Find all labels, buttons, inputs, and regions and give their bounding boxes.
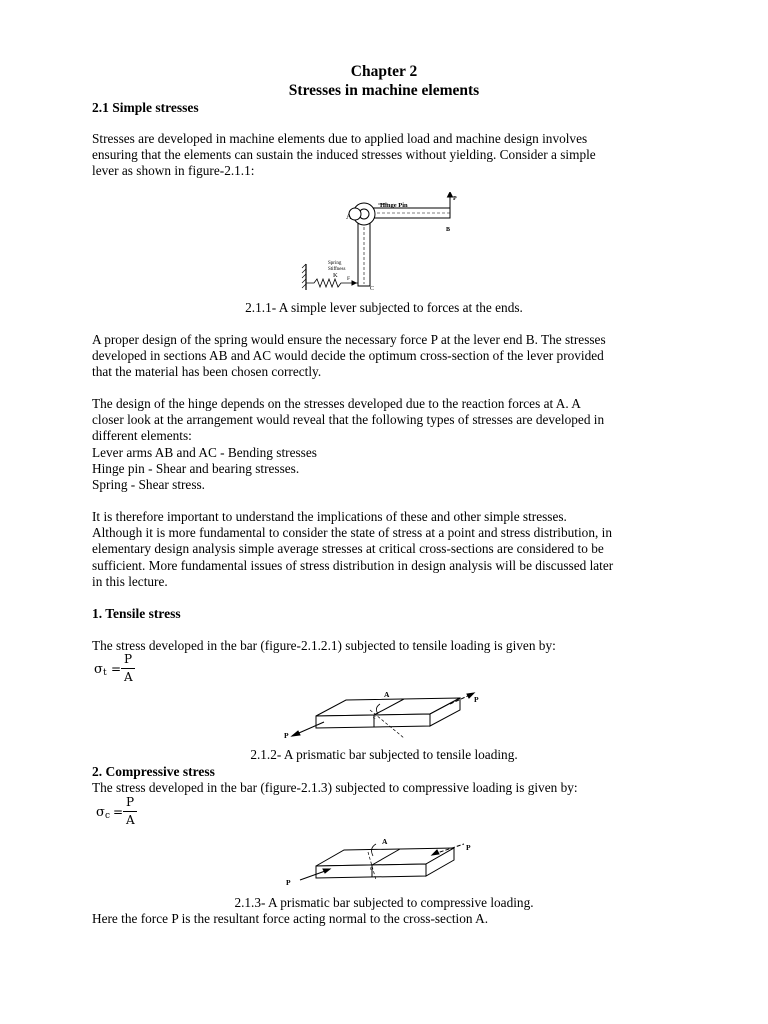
hinge-design-paragraph <box>92 396 692 493</box>
label-stiffness: Stiffness <box>328 267 346 272</box>
implications-paragraph <box>92 509 692 590</box>
sigma-symbol: σ <box>94 662 103 677</box>
chapter-number: Chapter 2 <box>350 63 418 80</box>
label-p-right: P <box>466 843 471 852</box>
numerator: P <box>124 652 133 666</box>
compressive-stress-text <box>92 780 692 796</box>
text-line: sufficient. More fundamental issues of stress distribution in design analysis will be discussed later <box>92 557 614 573</box>
label-hinge-pin: Hinge Pin <box>380 202 408 209</box>
text-line: in this lecture. <box>92 573 168 589</box>
fraction-bar <box>121 668 135 669</box>
label-p-left: P <box>284 731 289 740</box>
text-line: ensuring that the elements can sustain the induced stresses without yielding. Consider a simple <box>92 147 596 163</box>
text-line: Spring - Shear stress. <box>92 477 206 493</box>
label-c: C <box>370 286 375 292</box>
text-line: Although it is more fundamental to consider the state of stress at a point and stress distribution, in <box>92 525 612 541</box>
subscript-c: c <box>105 811 111 821</box>
text-line: Lever arms AB and AC - Bending stresses <box>92 444 317 460</box>
label-a: A <box>382 837 388 846</box>
label-p-left: P <box>286 878 291 887</box>
text-line: A proper design of the spring would ensure the necessary force P at the lever end B. The stresses <box>92 332 606 347</box>
label-b: B <box>446 227 451 233</box>
label-k: K <box>333 272 338 279</box>
text-line: elementary design analysis simple average stresses at critical cross-sections are considered to be <box>92 541 604 557</box>
label-a: A <box>346 212 352 221</box>
text-line: that the material has been chosen correctly. <box>92 364 322 380</box>
label-spring: Spring <box>328 261 342 266</box>
spring-design-paragraph <box>92 332 692 381</box>
text-line: Here the force P is the resultant force acting normal to the cross-section A. <box>92 911 489 926</box>
text-line: The stress developed in the bar (figure-2.1.3) subjected to compressive loading is given by: <box>92 780 578 795</box>
label-c: c <box>373 715 376 721</box>
denominator: A <box>126 813 135 827</box>
text-line: Stresses are developed in machine elements due to applied load and machine design involves <box>92 131 588 146</box>
label-a: A <box>384 690 390 699</box>
subscript-t: t <box>103 668 107 678</box>
closing-paragraph <box>92 911 692 927</box>
sigma-symbol: σ <box>96 805 105 820</box>
tensile-stress-text <box>92 638 692 654</box>
intro-paragraph <box>92 131 692 180</box>
text-line: closer look at the arrangement would reveal that the following types of stresses are developed in <box>92 412 605 428</box>
section-heading: 2.1 Simple stresses <box>92 100 199 115</box>
compressive-stress-formula <box>96 794 156 830</box>
denominator: A <box>124 670 133 684</box>
text-line: Hinge pin - Shear and bearing stresses. <box>92 460 300 476</box>
text-line: different elements: <box>92 428 192 444</box>
tensile-stress-formula <box>94 651 154 687</box>
compressive-stress-heading: 2. Compressive stress <box>92 764 215 779</box>
equals-sign: = <box>111 662 122 676</box>
spring <box>306 279 358 287</box>
equals-sign: = <box>113 805 124 819</box>
figure-caption-2-1-2: 2.1.2- A prismatic bar subjected to tensile loading. <box>250 747 518 762</box>
label-p: P <box>453 196 457 202</box>
label-f: F <box>347 276 351 282</box>
lever-figure <box>300 192 475 292</box>
text-line: lever as shown in figure-2.1.1: <box>92 163 255 179</box>
text-line: The stress developed in the bar (figure-2.1.2.1) subjected to tensile loading is given by: <box>92 638 556 653</box>
text-line: It is therefore important to understand the implications of these and other simple stresses. <box>92 509 567 524</box>
chapter-title: Stresses in machine elements <box>288 82 480 99</box>
numerator: P <box>126 795 135 809</box>
figure-caption-2-1-1: 2.1.1- A simple lever subjected to forces at the ends. <box>245 300 523 315</box>
tensile-stress-heading: 1. Tensile stress <box>92 606 181 621</box>
tensile-bar-figure <box>284 688 490 746</box>
compressive-bar-figure <box>286 834 482 892</box>
fraction-bar <box>123 811 137 812</box>
text-line: The design of the hinge depends on the stresses developed due to the reaction forces at A. A <box>92 396 581 411</box>
text-line: developed in sections AB and AC would decide the optimum cross-section of the lever provided <box>92 348 604 364</box>
label-c: c <box>370 866 373 872</box>
figure-caption-2-1-3: 2.1.3- A prismatic bar subjected to compressive loading. <box>234 895 534 910</box>
label-p-right: P <box>474 695 479 704</box>
